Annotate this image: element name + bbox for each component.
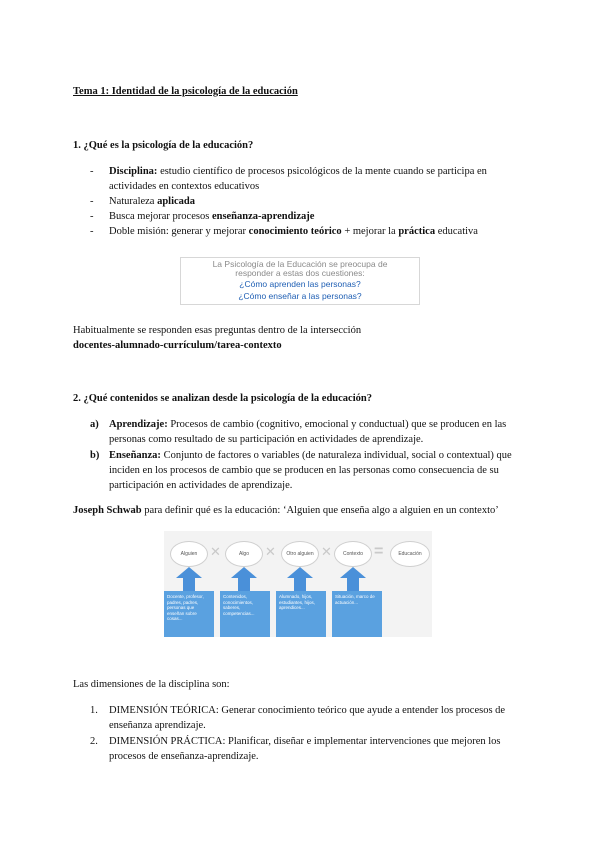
item-bold: aplicada (157, 196, 196, 207)
diagram-box: Contenidos, conocimientos, saberes, competencias... (220, 591, 270, 637)
item-text: educativa (435, 226, 478, 237)
section-1-list (73, 164, 513, 239)
times-icon: ✕ (321, 544, 332, 559)
item-text: Procesos de cambio (cognitivo, emocional y conductual) que se producen en las personas como resultado de su participación en actividades de aprendizaje. (109, 419, 507, 445)
item-text: Doble misión: generar y mejorar (109, 226, 249, 237)
diagram-ellipse: Algo (225, 541, 263, 567)
item-text: Conjunto de factores o variables (de naturaleza individual, social o contextual) que inciden en los procesos de cambio que se producen en las personas como consecuencia de su participación en actividades de aprendizaje. (109, 450, 512, 491)
schwab-name: Joseph Schwab (73, 505, 142, 516)
item-bold: Aprendizaje: (109, 419, 168, 430)
list-item (73, 194, 513, 209)
dimensions-list (73, 703, 528, 765)
equals-icon: = (374, 543, 384, 560)
list-item (73, 209, 513, 224)
diagram-box: Docente, profesor, padres, padres, personas que enseñan sobre cosas... (164, 591, 214, 637)
times-icon: ✕ (210, 544, 221, 559)
item-text: Naturaleza (109, 196, 158, 207)
questions-figure (180, 257, 420, 305)
diagram-box: Alumnado, hijos, estudiantes, hijos, aprendices... (276, 591, 326, 637)
list-item (73, 417, 528, 447)
list-marker: 1. (90, 705, 98, 716)
item-text: + mejorar la (341, 226, 399, 237)
item-text: estudio científico de procesos psicológicos de la mente cuando se participa en actividades en contextos educativos (109, 166, 487, 192)
list-marker: 2. (90, 736, 98, 747)
times-icon: ✕ (265, 544, 276, 559)
list-item (73, 703, 528, 733)
list-marker: b) (90, 450, 100, 461)
arrow-up-icon (287, 567, 313, 591)
item-text: DIMENSIÓN TEÓRICA: Generar conocimiento teórico que ayude a entender los procesos de enseñanza aprendizaje. (109, 705, 506, 731)
figure-question-2: ¿Cómo enseñar a las personas? (238, 291, 362, 301)
arrow-up-icon (231, 567, 257, 591)
item-bold: Enseñanza: (109, 450, 161, 461)
note-text: Habitualmente se responden esas preguntas dentro de la intersección (73, 325, 362, 336)
diagram-box: Situación, marco de actuación... (332, 591, 382, 637)
list-item (73, 734, 528, 764)
list-marker: a) (90, 419, 99, 430)
education-diagram (164, 531, 432, 637)
diagram-ellipse: Educación (390, 541, 430, 567)
diagram-ellipse: Contexto (334, 541, 372, 567)
arrow-up-icon (340, 567, 366, 591)
figure-intro: La Psicología de la Educación se preocupa de responder a estas dos cuestiones: (212, 259, 388, 278)
section-1-heading: 1. ¿Qué es la psicología de la educación? (73, 140, 254, 151)
note-bold: docentes-alumnado-currículum/tarea-contexto (73, 340, 282, 351)
section-2-list (73, 417, 528, 494)
item-text: Busca mejorar procesos (109, 211, 212, 222)
intersection-note (73, 323, 533, 353)
schwab-text: para definir qué es la educación: ‘Alguien que enseña algo a alguien en un contexto’ (141, 505, 499, 516)
diagram-ellipse: Otro alguien (281, 541, 319, 567)
item-bold: conocimiento teórico (248, 226, 342, 237)
list-item (73, 448, 528, 493)
arrow-up-icon (176, 567, 202, 591)
item-bold: Disciplina: (109, 166, 158, 177)
diagram-ellipse: Alguien (170, 541, 208, 567)
figure-question-1: ¿Cómo aprenden las personas? (239, 279, 361, 289)
item-text: DIMENSIÓN PRÁCTICA: Planificar, diseñar e implementar intervenciones que mejoren los procesos de enseñanza-aprendizaje. (109, 736, 501, 762)
list-item (73, 224, 513, 239)
item-bold: práctica (398, 226, 436, 237)
schwab-definition (73, 503, 543, 518)
section-2-heading: 2. ¿Qué contenidos se analizan desde la psicología de la educación? (73, 393, 372, 404)
page-title: Tema 1: Identidad de la psicología de la educación (73, 86, 298, 97)
list-item (73, 164, 513, 194)
dimensions-intro: Las dimensiones de la disciplina son: (73, 679, 230, 690)
item-bold: enseñanza-aprendizaje (211, 211, 315, 222)
